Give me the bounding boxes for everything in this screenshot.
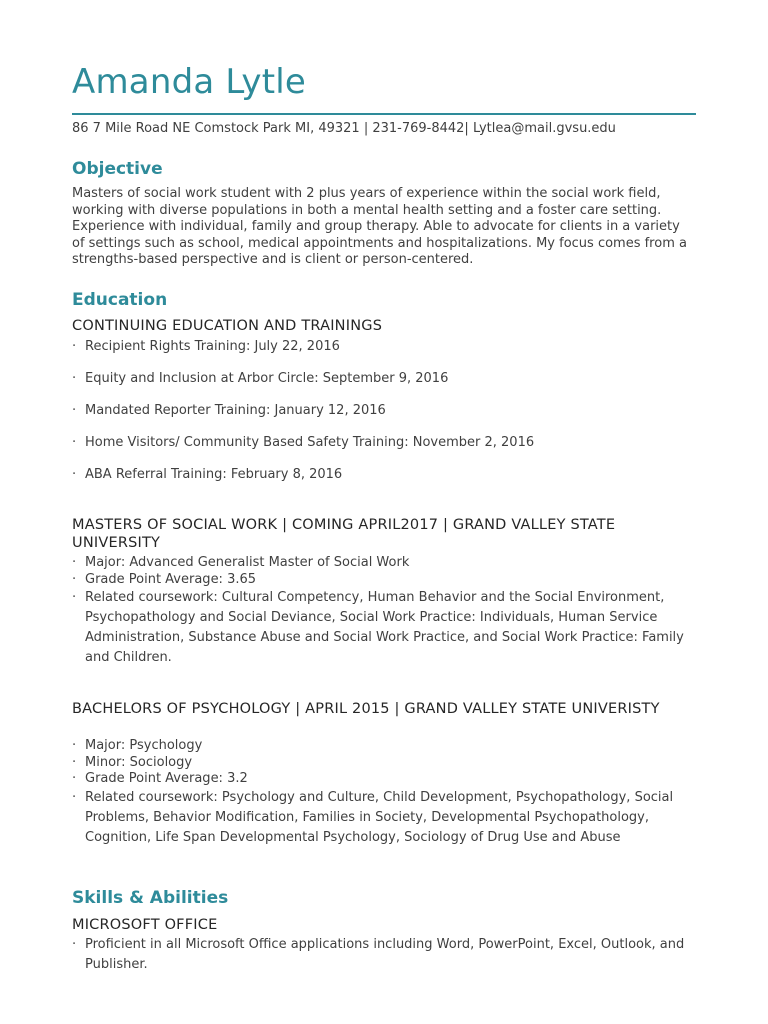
- list-item-text: Related coursework: Psychology and Culture, Child Development, Psychopathology, Social Problems, Behavior Modification, Families in Society, Developmental Psychopathology, Cognition, Life Span Developmental Psychology, Sociology of Drug Use and Abuse: [85, 789, 674, 845]
- list-item: [72, 435, 696, 452]
- microsoft-office-list: [72, 935, 696, 975]
- list-item-text: Equity and Inclusion at Arbor Circle: September 9, 2016: [85, 371, 449, 386]
- bullet-icon: ·: [72, 937, 77, 952]
- bullet-icon: ·: [72, 590, 77, 605]
- list-item-text: Mandated Reporter Training: January 12, 2016: [85, 403, 386, 418]
- skills-title: Skills & Abilities: [72, 888, 229, 908]
- bullet-icon: ·: [72, 789, 77, 805]
- bullet-icon: ·: [72, 467, 77, 482]
- list-item: [72, 755, 696, 772]
- bullet-icon: ·: [72, 339, 77, 354]
- list-item-text: Proficient in all Microsoft Office applications including Word, PowerPoint, Excel, Outlook, and Publisher.: [85, 937, 685, 972]
- list-item: [72, 339, 696, 356]
- masters-list: [72, 555, 696, 668]
- list-item-text: Home Visitors/ Community Based Safety Training: November 2, 2016: [85, 435, 535, 450]
- list-item: [72, 788, 696, 848]
- bullet-icon: ·: [72, 403, 77, 418]
- bullet-icon: ·: [72, 738, 77, 753]
- list-item-text: Grade Point Average: 3.2: [85, 771, 248, 786]
- list-item: [72, 371, 696, 388]
- bachelors-heading: BACHELORS OF PSYCHOLOGY | APRIL 2015 | GRAND VALLEY STATE UNIVERISTY: [72, 701, 660, 717]
- list-item-text: Minor: Sociology: [85, 754, 193, 770]
- objective-text: Masters of social work student with 2 plus years of experience within the social work field, working with diverse populations in both a mental health setting and a foster care setting. Experience with individual, family and group therapy. Able to advocate for clients in a variety of settings such as school, medical appointments and hospitalizations. My focus comes from a strengths-based perspective and is client or person-centered.: [72, 186, 687, 267]
- bullet-icon: ·: [72, 771, 77, 786]
- list-item: [72, 588, 696, 668]
- list-item: [72, 738, 696, 755]
- objective-title: Objective: [72, 159, 163, 179]
- list-item: [72, 572, 696, 589]
- list-item-text: Major: Psychology: [85, 738, 203, 753]
- list-item: [72, 935, 696, 975]
- bullet-icon: ·: [72, 435, 77, 450]
- list-item-text: Major: Advanced Generalist Master of Social Work: [85, 555, 410, 570]
- list-item: [72, 467, 696, 484]
- bullet-icon: ·: [72, 571, 77, 587]
- education-title: Education: [72, 290, 168, 310]
- continuing-education-heading: CONTINUING EDUCATION AND TRAININGS: [72, 318, 383, 334]
- list-item-text: Grade Point Average: 3.65: [85, 571, 257, 587]
- list-item: [72, 555, 696, 572]
- list-item-text: ABA Referral Training: February 8, 2016: [85, 467, 343, 482]
- bullet-icon: ·: [72, 754, 77, 770]
- list-item: [72, 403, 696, 420]
- masters-heading: MASTERS OF SOCIAL WORK | COMING APRIL2017 | GRAND VALLEY STATE UNIVERSITY: [72, 517, 616, 551]
- microsoft-office-heading: MICROSOFT OFFICE: [72, 917, 218, 933]
- continuing-education-list: [72, 339, 696, 499]
- contact-line: 86 7 Mile Road NE Comstock Park MI, 49321 | 231-769-8442| Lytlea@mail.gvsu.edu: [72, 121, 616, 136]
- list-item-text: Recipient Rights Training: July 22, 2016: [85, 339, 340, 354]
- list-item: [72, 771, 696, 788]
- list-item-text: Related coursework: Cultural Competency, Human Behavior and the Social Environment, Psychopathology and Social Deviance, Social Work Practice: Individuals, Human Service Administration, Substance Abuse and Social Work Practice, and Social Work Practice: Family and Children.: [85, 590, 684, 665]
- header-rule: [72, 113, 696, 115]
- bachelors-list: [72, 738, 696, 848]
- candidate-name: Amanda Lytle: [72, 62, 307, 102]
- bullet-icon: ·: [72, 371, 77, 386]
- bullet-icon: ·: [72, 555, 77, 570]
